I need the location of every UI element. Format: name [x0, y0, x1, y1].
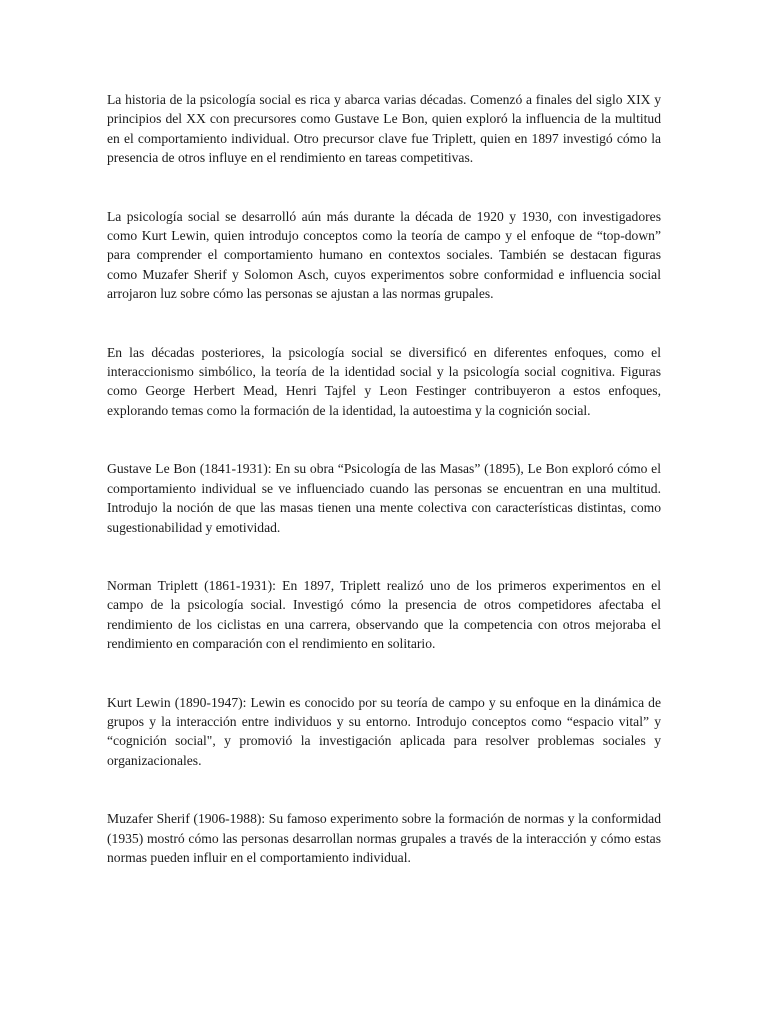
paragraph-le-bon: Gustave Le Bon (1841-1931): En su obra “Psicología de las Masas” (1895), Le Bon exploró cómo el comportamiento individual se ve influenciado cuando las personas se encuentran en una multitud. Introdujo la noción de que las masas tienen una mente colectiva con características distintas, como sugestionabilidad y emotividad.	[107, 461, 661, 535]
paragraph-later-decades: En las décadas posteriores, la psicología social se diversificó en diferentes enfoques, como el interaccionismo simbólico, la teoría de la identidad social y la psicología social cognitiva. Figuras como George Herbert Mead, Henri Tajfel y Leon Festinger contribuyeron a estos enfoques, explorando temas como la formación de la identidad, la autoestima y la cognición social.	[107, 344, 661, 418]
document-page	[107, 90, 661, 906]
paragraph-lewin: Kurt Lewin (1890-1947): Lewin es conocido por su teoría de campo y su enfoque en la dinámica de grupos y la interacción entre individuos y su entorno. Introdujo conceptos como “espacio vital” y “cognición social", y promovió la investigación aplicada para resolver problemas sociales y organizacionales.	[107, 694, 661, 768]
paragraph-1920s-development: La psicología social se desarrolló aún más durante la década de 1920 y 1930, con investigadores como Kurt Lewin, quien introdujo conceptos como la teoría de campo y el enfoque de “top-down” para comprender el comportamiento humano en contextos sociales. También se destacan figuras como Muzafer Sherif y Solomon Asch, cuyos experimentos sobre conformidad e influencia social arrojaron luz sobre cómo las personas se ajustan a las normas grupales.	[107, 208, 661, 302]
paragraph-triplett: Norman Triplett (1861-1931): En 1897, Triplett realizó uno de los primeros experimentos en el campo de la psicología social. Investigó cómo la presencia de otros competidores afectaba el rendimiento de los ciclistas en una carrera, observando que la competencia con otros mejoraba el rendimiento en comparación con el rendimiento en solitario.	[107, 577, 661, 652]
paragraph-history-intro: La historia de la psicología social es rica y abarca varias décadas. Comenzó a finales del siglo XIX y principios del XX con precursores como Gustave Le Bon, quien exploró la influencia de la multitud en el comportamiento individual. Otro precursor clave fue Triplett, quien en 1897 investigó cómo la presencia de otros influye en el rendimiento en tareas competitivas.	[107, 92, 661, 166]
paragraph-sherif: Muzafer Sherif (1906-1988): Su famoso experimento sobre la formación de normas y la conformidad (1935) mostró cómo las personas desarrollan normas grupales a través de la interacción y cómo estas normas pueden influir en el comportamiento individual.	[107, 811, 661, 865]
